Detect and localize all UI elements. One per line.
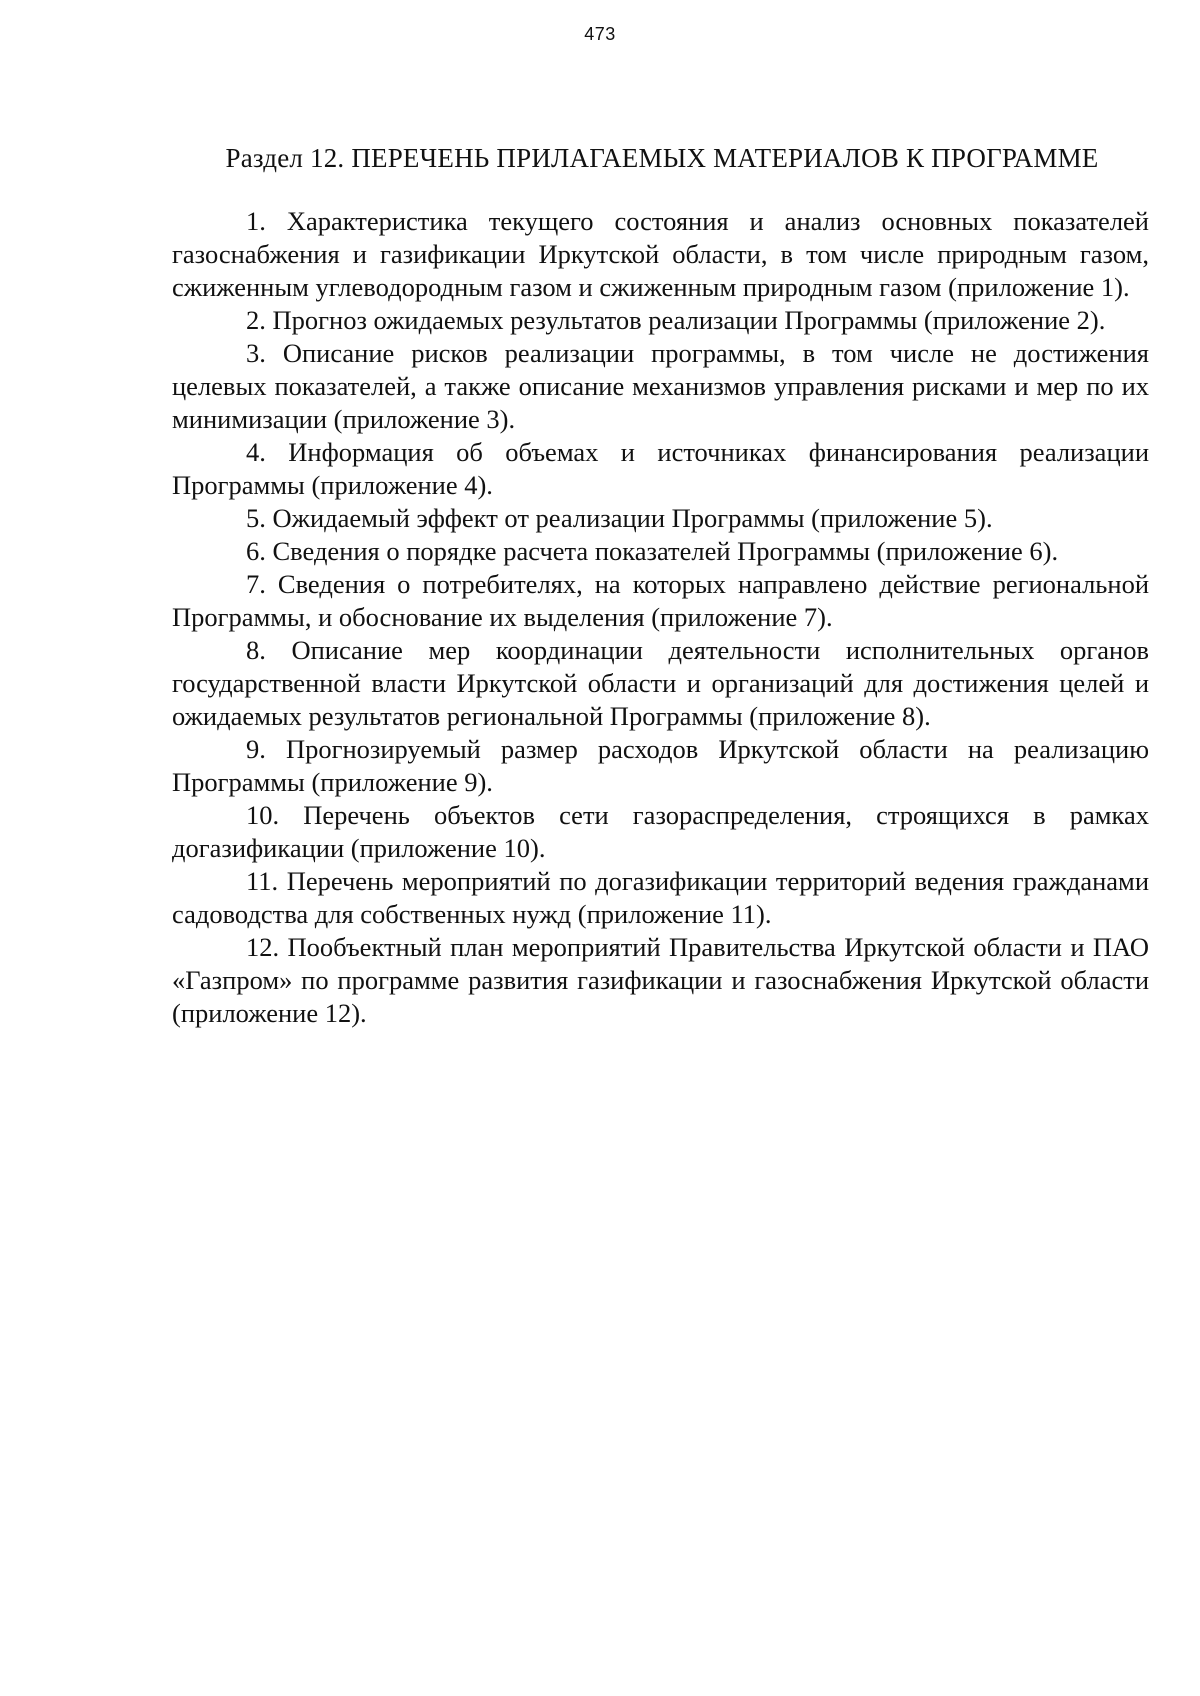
list-item-11: 11. Перечень мероприятий по догазификации территорий ведения гражданами садоводства для собственных нужд (приложение 11).	[172, 866, 1149, 929]
list-item-10: 10. Перечень объектов сети газораспределения, строящихся в рамках догазификации (приложение 10).	[172, 800, 1149, 863]
list-item-4: 4. Информация об объемах и источниках финансирования реализации Программы (приложение 4).	[172, 437, 1149, 500]
section-heading: Раздел 12. ПЕРЕЧЕНЬ ПРИЛАГАЕМЫХ МАТЕРИАЛОВ К ПРОГРАММЕ	[225, 143, 1099, 173]
list-item-6: 6. Сведения о порядке расчета показателей Программы (приложение 6).	[246, 536, 1059, 566]
page-number: 473	[584, 24, 616, 44]
list-item-9: 9. Прогнозируемый размер расходов Иркутской области на реализацию Программы (приложение 9).	[172, 734, 1149, 797]
list-item-1: 1. Характеристика текущего состояния и анализ основных показателей газоснабжения и газификации Иркутской области, в том числе природным газом, сжиженным углеводородным газом и сжиженным природным газом (приложение 1).	[172, 206, 1149, 302]
materials-list	[172, 205, 1149, 1030]
list-item-8: 8. Описание мер координации деятельности исполнительных органов государственной власти Иркутской области и организаций для достижения целей и ожидаемых результатов региональной Программы (приложение 8).	[172, 635, 1149, 731]
list-item-5: 5. Ожидаемый эффект от реализации Программы (приложение 5).	[246, 503, 993, 533]
list-item-7: 7. Сведения о потребителях, на которых направлено действие региональной Программы, и обоснование их выделения (приложение 7).	[172, 569, 1149, 632]
list-item-2: 2. Прогноз ожидаемых результатов реализации Программы (приложение 2).	[246, 305, 1106, 335]
list-item-12: 12. Пообъектный план мероприятий Правительства Иркутской области и ПАО «Газпром» по программе развития газификации и газоснабжения Иркутской области (приложение 12).	[172, 932, 1149, 1028]
list-item-3: 3. Описание рисков реализации программы, в том числе не достижения целевых показателей, а также описание механизмов управления рисками и мер по их минимизации (приложение 3).	[172, 338, 1149, 434]
